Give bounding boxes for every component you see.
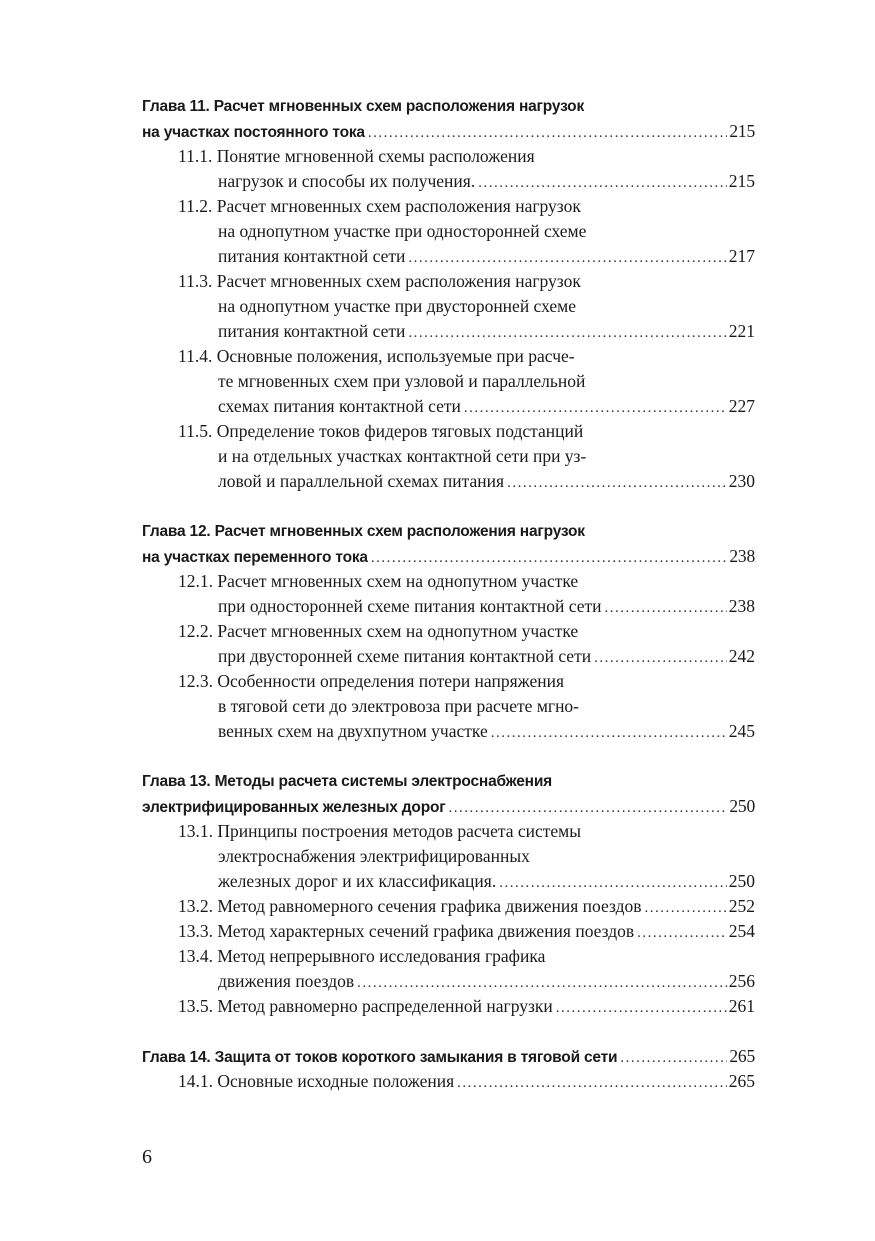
leader-dots — [368, 121, 728, 146]
toc-entry — [142, 419, 755, 494]
chapter-14 — [142, 1044, 755, 1094]
section-title-line: Основные исходные положения — [217, 1071, 455, 1091]
chapter-heading — [142, 769, 755, 819]
section-title-line: в тяговой сети до электровоза при расчете мгно- — [218, 696, 580, 716]
chapter-title-line: Глава 13. Методы расчета системы электроснабжения — [142, 773, 553, 790]
page-ref: 261 — [728, 996, 755, 1016]
chapter-12 — [142, 519, 755, 744]
toc-entry — [142, 819, 755, 894]
section-title-line: Расчет мгновенных схем расположения нагрузок — [216, 271, 581, 291]
leader-dots — [556, 996, 727, 1021]
toc-entry — [142, 344, 755, 419]
section-number: 11.4. — [178, 346, 213, 366]
leader-dots — [478, 171, 727, 196]
section-number: 12.3. — [178, 671, 213, 691]
chapter-title-line: на участках переменного тока ..... 238 — [142, 544, 755, 569]
section-number: 11.5. — [178, 421, 213, 441]
section-title-line: электроснабжения электрифицированных — [218, 846, 530, 866]
leader-dots — [645, 896, 727, 921]
toc-entry — [142, 144, 755, 194]
chapter-title-line: на участках постоянного тока ..... 215 — [142, 119, 755, 144]
chapter-heading — [142, 1044, 755, 1069]
section-title-line: Принципы построения методов расчета системы — [217, 821, 581, 841]
chapter-heading — [142, 94, 755, 144]
table-of-contents — [142, 94, 755, 1119]
section-title-line: на однопутном участке при односторонней схеме — [218, 221, 587, 241]
section-number: 13.1. — [178, 821, 213, 841]
leader-dots — [594, 646, 727, 671]
leader-dots — [371, 546, 727, 571]
section-title-line: питания контактной сети — [218, 321, 406, 341]
leader-dots — [408, 321, 726, 346]
section-number: 12.1. — [178, 571, 213, 591]
section-number: 11.3. — [178, 271, 213, 291]
leader-dots — [507, 471, 727, 496]
section-title-line: железных дорог и их классификация. — [218, 871, 497, 891]
leader-dots — [620, 1046, 727, 1071]
section-number: 12.2. — [178, 621, 213, 641]
page-ref: 265 — [728, 1071, 755, 1091]
toc-entry — [142, 619, 755, 669]
section-number: 13.4. — [178, 946, 213, 966]
section-title-line: питания контактной сети — [218, 246, 406, 266]
page-number: 6 — [142, 1146, 152, 1168]
leader-dots — [457, 1071, 727, 1096]
leader-dots — [499, 871, 727, 896]
section-number: 11.1. — [178, 146, 213, 166]
page-ref: 238 — [729, 546, 755, 566]
section-number: 13.5. — [178, 996, 213, 1016]
section-title-line: при двусторонней схеме питания контактной сети — [218, 646, 592, 666]
page-ref: 245 — [728, 721, 755, 741]
toc-entry — [142, 569, 755, 619]
page-ref: 215 — [729, 121, 755, 141]
page-ref: 238 — [728, 596, 755, 616]
toc-entry — [142, 894, 755, 919]
section-title-line: те мгновенных схем при узловой и параллельной — [218, 371, 586, 391]
page-ref: 242 — [728, 646, 755, 666]
page-ref: 252 — [728, 896, 755, 916]
section-title-line: Понятие мгновенной схемы расположения — [216, 146, 535, 166]
leader-dots — [464, 396, 727, 421]
section-number: 11.2. — [178, 196, 213, 216]
toc-entry — [142, 944, 755, 994]
leader-dots — [357, 971, 727, 996]
section-title-line: нагрузок и способы их получения. — [218, 171, 476, 191]
section-title-line: схемах питания контактной сети — [218, 396, 461, 416]
section-title-line: Определение токов фидеров тяговых подстанций — [216, 421, 584, 441]
page-ref: 230 — [728, 471, 755, 491]
page-ref: 217 — [728, 246, 755, 266]
section-title-line: Расчет мгновенных схем на однопутном участке — [217, 621, 579, 641]
section-title-line: Особенности определения потери напряжения — [217, 671, 565, 691]
section-number: 13.2. — [178, 896, 213, 916]
leader-dots — [491, 721, 727, 746]
page-ref: 227 — [728, 396, 755, 416]
page-ref: 215 — [728, 171, 755, 191]
toc-entry — [142, 919, 755, 944]
page-ref: 265 — [729, 1046, 755, 1066]
toc-entry — [142, 194, 755, 269]
section-title-line: Метод характерных сечений графика движения поездов — [217, 921, 635, 941]
page-ref: 250 — [729, 796, 755, 816]
toc-entry — [142, 1069, 755, 1094]
section-title-line: при односторонней схеме питания контактной сети — [218, 596, 602, 616]
leader-dots — [637, 921, 727, 946]
section-title-line: на однопутном участке при двусторонней схеме — [218, 296, 577, 316]
page-ref: 250 — [728, 871, 755, 891]
section-title-line: Расчет мгновенных схем расположения нагрузок — [216, 196, 581, 216]
chapter-13 — [142, 769, 755, 1019]
section-number: 13.3. — [178, 921, 213, 941]
chapter-title-line: Глава 14. Защита от токов короткого замыкания в тяговой сети ..... 265 — [142, 1044, 755, 1069]
section-number: 14.1. — [178, 1071, 213, 1091]
chapter-title-line: электрифицированных железных дорог ..... 250 — [142, 794, 755, 819]
section-title-line: Метод равномерно распределенной нагрузки — [217, 996, 553, 1016]
chapter-11 — [142, 94, 755, 494]
page-ref: 221 — [728, 321, 755, 341]
section-title-line: Расчет мгновенных схем на однопутном участке — [217, 571, 579, 591]
chapter-heading — [142, 519, 755, 569]
section-title-line: венных схем на двухпутном участке — [218, 721, 488, 741]
section-title-line: Основные положения, используемые при расче- — [216, 346, 575, 366]
section-title-line: Метод равномерного сечения графика движения поездов — [217, 896, 642, 916]
toc-entry — [142, 669, 755, 744]
page-ref: 254 — [728, 921, 755, 941]
section-title-line: ловой и параллельной схемах питания — [218, 471, 505, 491]
section-title-line: и на отдельных участках контактной сети при уз- — [218, 446, 587, 466]
leader-dots — [604, 596, 726, 621]
section-title-line: Метод непрерывного исследования графика — [217, 946, 546, 966]
page-ref: 256 — [728, 971, 755, 991]
toc-entry — [142, 994, 755, 1019]
leader-dots — [449, 796, 728, 821]
section-title-line: движения поездов — [218, 971, 355, 991]
chapter-title-line: Глава 11. Расчет мгновенных схем расположения нагрузок — [142, 98, 585, 115]
chapter-title-line: Глава 12. Расчет мгновенных схем расположения нагрузок — [142, 523, 585, 540]
leader-dots — [408, 246, 726, 271]
toc-entry — [142, 269, 755, 344]
